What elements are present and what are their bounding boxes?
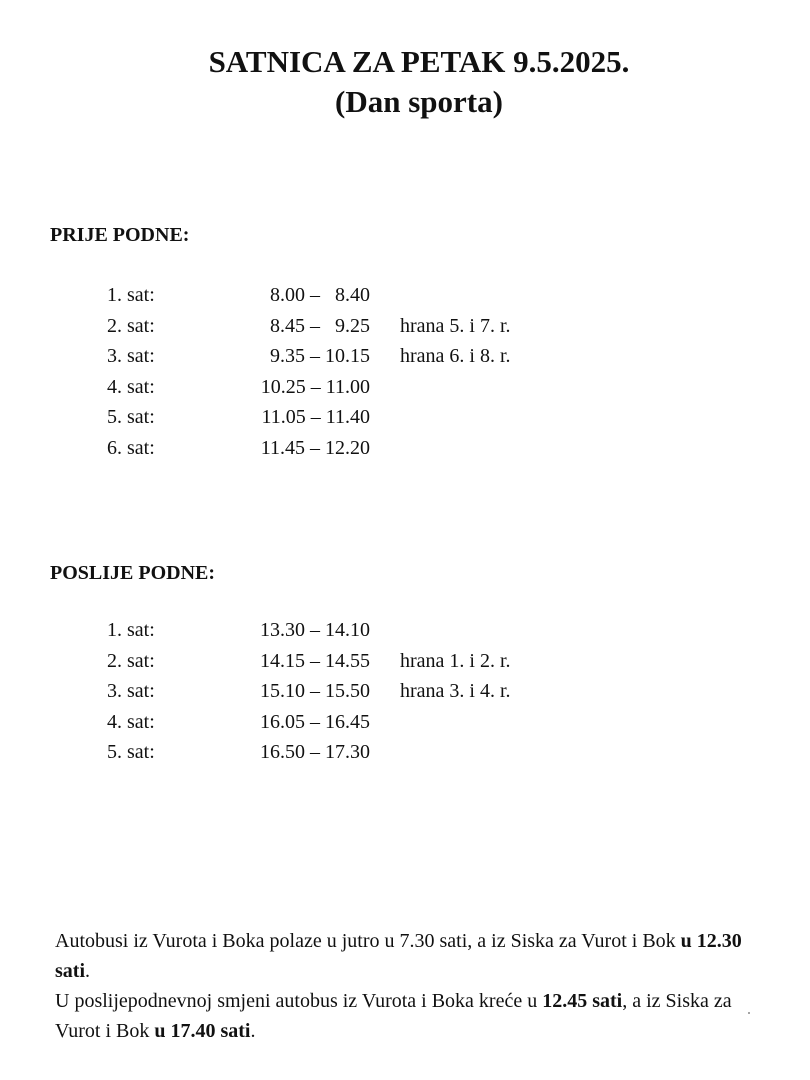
schedule-row	[0, 284, 810, 315]
bus-info-time: 12.45 sati	[542, 990, 623, 1012]
period-label: 4. sat:	[107, 710, 155, 733]
period-note: hrana 1. i 2. r.	[400, 649, 511, 672]
period-time: 14.15 – 14.55	[260, 649, 370, 672]
bus-info-text: .	[250, 1020, 256, 1042]
bus-info-text: .	[85, 960, 90, 982]
schedule-row	[0, 437, 810, 468]
period-time: 8.45 – 9.25	[270, 314, 370, 337]
period-note: hrana 5. i 7. r.	[400, 314, 511, 337]
period-time: 15.10 – 15.50	[260, 680, 370, 702]
bus-info-morning	[55, 926, 775, 986]
afternoon-heading: POSLIJE PODNE:	[50, 562, 216, 584]
period-note: hrana 6. i 8. r.	[400, 345, 511, 367]
bus-info-text: U poslijepodnevnoj smjeni autobus iz Vurota i Boka kreće u	[55, 990, 543, 1012]
period-label: 1. sat:	[107, 619, 155, 641]
period-time: 16.50 – 17.30	[260, 741, 370, 763]
schedule-row	[0, 345, 810, 376]
document-title	[0, 42, 810, 122]
period-time: 8.00 – 8.40	[270, 284, 370, 306]
period-time: 16.05 – 16.45	[260, 710, 370, 733]
schedule-row	[0, 650, 810, 681]
title-line-2: (Dan sporta)	[335, 84, 503, 119]
morning-schedule	[0, 284, 810, 467]
schedule-row	[0, 711, 810, 742]
bus-info	[55, 926, 775, 1046]
period-label: 5. sat:	[107, 406, 155, 428]
period-label: 3. sat:	[107, 680, 155, 702]
period-label: 3. sat:	[107, 345, 155, 367]
morning-heading: PRIJE PODNE:	[50, 224, 190, 246]
title-line-1: SATNICA ZA PETAK 9.5.2025.	[208, 44, 630, 79]
period-time: 11.05 – 11.40	[261, 406, 370, 428]
afternoon-schedule	[0, 619, 810, 772]
bus-info-text: Autobusi iz Vurota i Boka polaze u jutro u 7.30 sati, a iz Siska za Vurot i Bok	[55, 930, 681, 952]
period-label: 1. sat:	[107, 284, 155, 306]
period-time: 9.35 – 10.15	[270, 345, 370, 367]
schedule-row	[0, 376, 810, 407]
bus-info-time: u 12.30 sati	[55, 930, 742, 982]
period-time: 11.45 – 12.20	[260, 436, 370, 459]
schedule-row	[0, 680, 810, 711]
bus-info-afternoon	[55, 986, 775, 1046]
scan-speck	[748, 1012, 750, 1014]
period-time: 10.25 – 11.00	[260, 375, 370, 398]
period-label: 2. sat:	[107, 649, 155, 672]
schedule-row	[0, 406, 810, 437]
bus-info-time: u 17.40 sati	[154, 1020, 251, 1042]
period-label: 2. sat:	[107, 314, 155, 337]
schedule-row	[0, 619, 810, 650]
period-label: 5. sat:	[107, 741, 155, 763]
period-note: hrana 3. i 4. r.	[400, 680, 511, 702]
period-label: 4. sat:	[107, 375, 155, 398]
period-label: 6. sat:	[107, 436, 155, 459]
period-time: 13.30 – 14.10	[260, 619, 370, 641]
schedule-row	[0, 741, 810, 772]
schedule-row	[0, 315, 810, 346]
bus-info-text: , a iz Siska za Vurot i Bok	[55, 990, 732, 1042]
